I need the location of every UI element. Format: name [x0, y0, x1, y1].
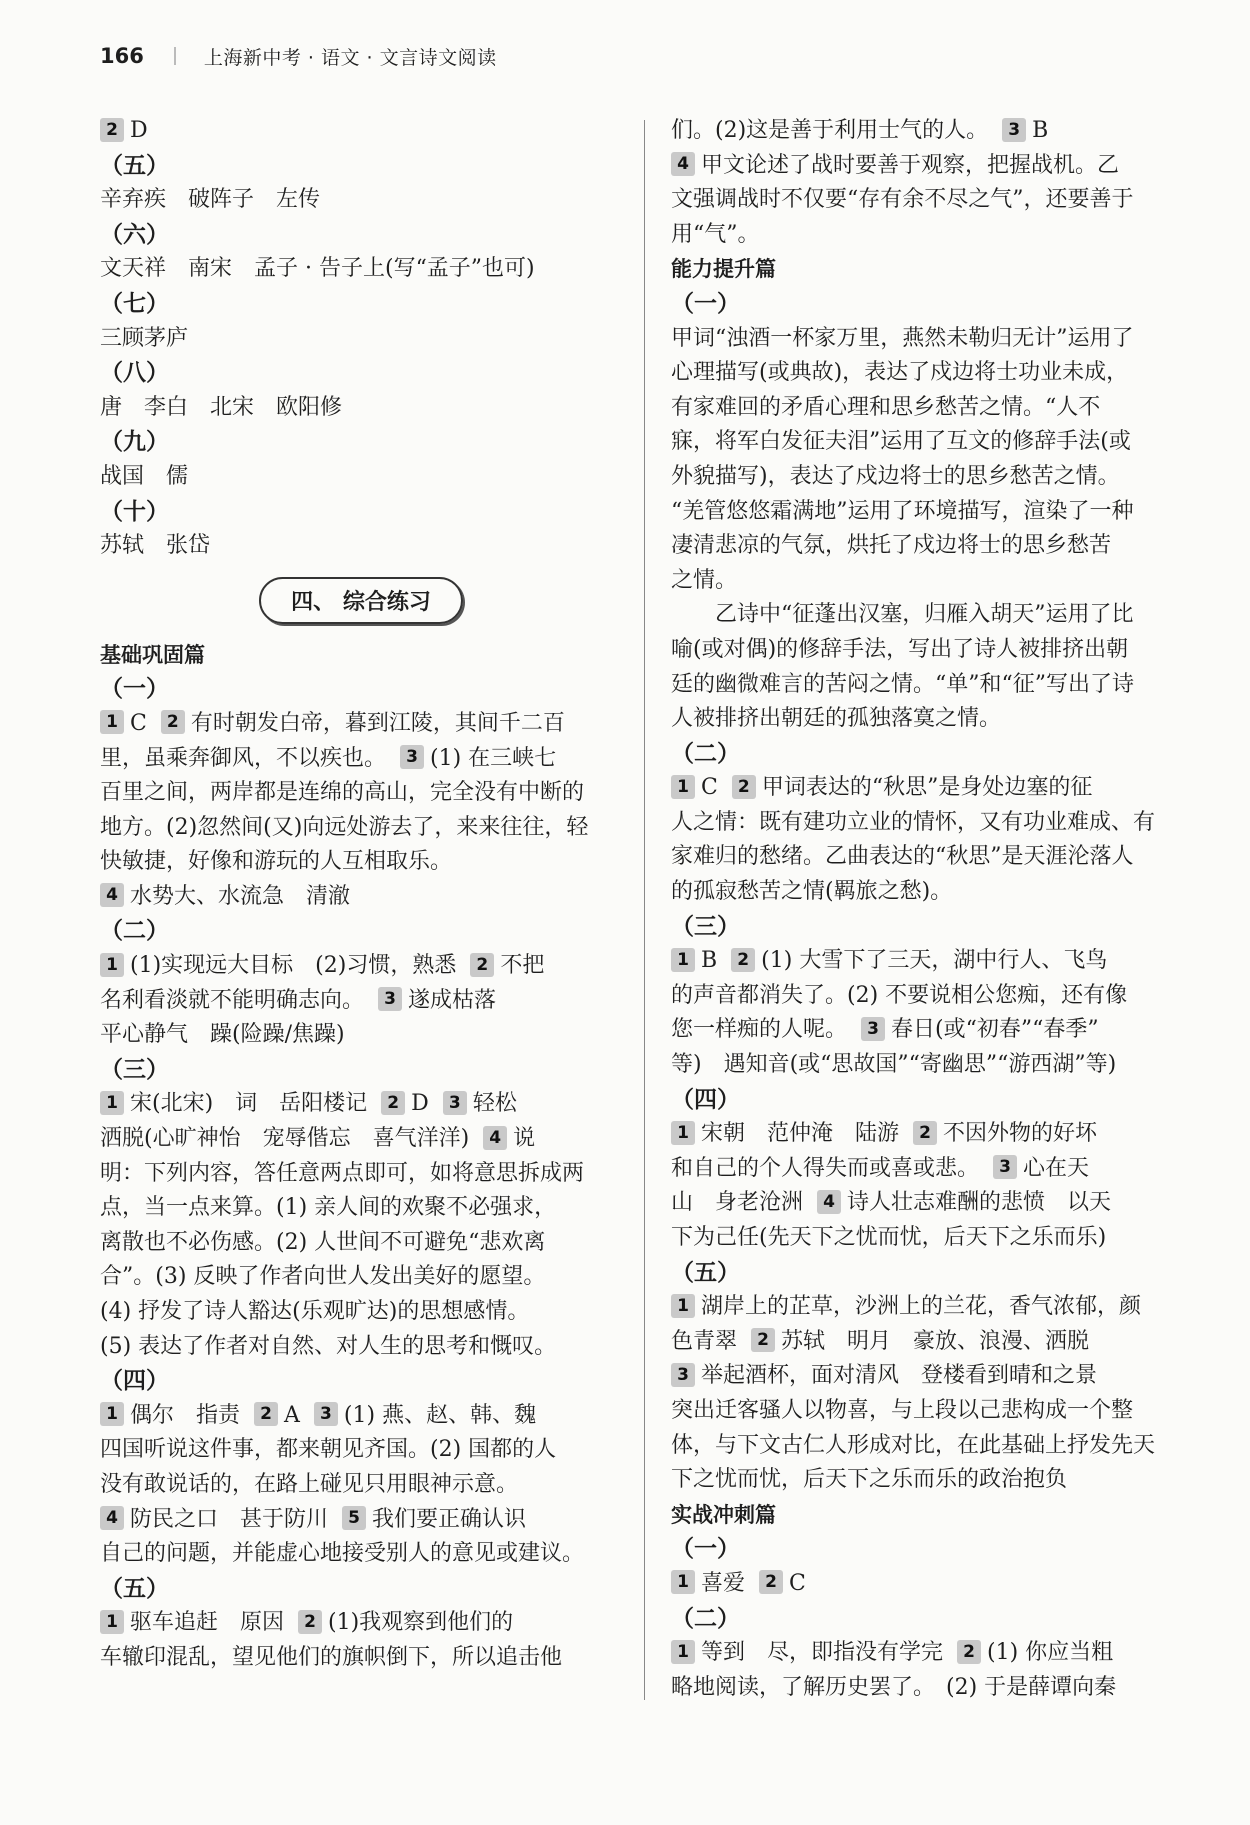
- question-number-badge: 4: [100, 883, 124, 907]
- answer-text: 宋(北宋) 词 岳阳楼记: [130, 1091, 368, 1117]
- answer-text: 洒脱(心旷神怡 宠辱偕忘 喜气洋洋): [100, 1126, 470, 1152]
- text-line: [671, 183, 1193, 218]
- question-number-badge: 2: [957, 1640, 981, 1664]
- subsection-heading: [100, 1053, 622, 1088]
- text-line: [100, 322, 622, 357]
- answer-text: 山 身老沧洲: [671, 1190, 804, 1216]
- text-line: [100, 183, 622, 218]
- text-line: [671, 771, 1193, 806]
- book-title: 上海新中考 · 语文 · 文言诗文阅读: [203, 46, 497, 69]
- text-line: [671, 425, 1193, 460]
- text-line: [100, 984, 622, 1019]
- question-number-badge: 2: [470, 953, 494, 977]
- question-number-badge: 1: [100, 1091, 124, 1115]
- section-heading: [100, 638, 622, 673]
- text-line: [100, 1503, 622, 1538]
- text-line: [671, 1221, 1193, 1256]
- answer-text: (1)我观察到他们的: [328, 1610, 514, 1636]
- question-number-badge: 3: [378, 987, 402, 1011]
- answer-text: （一）: [671, 1535, 740, 1563]
- text-line: [671, 1048, 1193, 1083]
- text-line: [100, 707, 622, 742]
- question-number-badge: 2: [732, 775, 756, 799]
- answer-text: 防民之口 甚于防川: [130, 1506, 329, 1532]
- right-column: [671, 114, 1193, 1705]
- text-line: [671, 944, 1193, 979]
- text-line: [671, 460, 1193, 495]
- text-line: [100, 1260, 622, 1295]
- text-line: [671, 495, 1193, 530]
- answer-text: 人被排挤出朝廷的孤独落寞之情。: [671, 706, 1002, 732]
- question-number-badge: 2: [759, 1570, 783, 1594]
- text-line: [671, 114, 1193, 149]
- subsection-heading: [100, 1364, 622, 1399]
- page-number: 166: [100, 44, 144, 68]
- answer-text: 遂成枯落: [408, 987, 497, 1013]
- subsection-heading: [100, 425, 622, 460]
- text-line: [100, 845, 622, 880]
- answer-text: 廷的幽微难言的苦闷之情。“单”和“征”写出了诗: [671, 671, 1134, 697]
- page-header: [100, 36, 497, 76]
- text-line: [671, 1429, 1193, 1464]
- text-line: [671, 1394, 1193, 1429]
- text-line: [100, 1641, 622, 1676]
- answer-text: （五）: [100, 1574, 169, 1602]
- answer-text: （二）: [100, 917, 169, 945]
- text-line: [100, 1226, 622, 1261]
- answer-text: 有家难回的矛盾心理和思乡愁苦之情。“人不: [671, 394, 1101, 420]
- answer-text: 湖岸上的芷草，沙洲上的兰花，香气浓郁，颜: [701, 1294, 1142, 1320]
- answer-text: （十）: [100, 497, 169, 525]
- question-number-badge: 1: [671, 775, 695, 799]
- question-number-badge: 1: [671, 1640, 695, 1664]
- answer-text: 点，当一点来算。(1) 亲人间的欢聚不必强求，: [100, 1195, 557, 1221]
- left-column: [100, 114, 622, 1676]
- answer-text: 甲词表达的“秋思”是身处边塞的征: [761, 775, 1093, 801]
- question-number-badge: 2: [298, 1610, 322, 1634]
- answer-text: 驱车追赶 原因: [130, 1610, 285, 1636]
- answer-text: （五）: [671, 1258, 740, 1286]
- subsection-heading: [671, 737, 1193, 772]
- text-line: [671, 391, 1193, 426]
- subsection-heading: [100, 356, 622, 391]
- answer-text: 三顾茅庐: [100, 325, 189, 351]
- answer-text: 心理描写(或典故)，表达了戍边将士功业未成，: [671, 360, 1129, 386]
- answer-text: （三）: [671, 912, 740, 940]
- header-separator: [174, 47, 176, 65]
- question-number-badge: 1: [100, 710, 124, 734]
- text-line: [671, 1152, 1193, 1187]
- answer-text: 家难归的愁绪。乙曲表达的“秋思”是天涯沦落人: [671, 844, 1134, 870]
- answer-text: 文强调战时不仅要“存有余不尽之气”，还要善于: [671, 187, 1134, 213]
- answer-text: 里，虽乘奔御风，不以疾也。: [100, 745, 387, 771]
- answer-text: （四）: [671, 1085, 740, 1113]
- answer-text: 自己的问题，并能虚心地接受别人的意见或建议。: [100, 1541, 585, 1567]
- subsection-heading: [671, 287, 1193, 322]
- answer-text: 下为己任(先天下之忧而忧，后天下之乐而乐): [671, 1225, 1107, 1250]
- answer-text: C: [701, 775, 718, 801]
- question-number-badge: 4: [817, 1190, 841, 1214]
- answer-text: 离散也不必伤感。(2) 人世间不可避免“悲欢离: [100, 1229, 546, 1255]
- question-number-badge: 1: [671, 1294, 695, 1318]
- answer-text: 没有敢说话的，在路上碰见只用眼神示意。: [100, 1471, 519, 1497]
- answer-text: 突出迁客骚人以物喜，与上段以己悲构成一个整: [671, 1397, 1134, 1423]
- text-line: [100, 1330, 622, 1365]
- question-number-badge: 3: [314, 1402, 338, 1426]
- answer-text: 体，与下文古仁人形成对比，在此基础上抒发先天: [671, 1432, 1156, 1458]
- answer-text: 基础巩固篇: [100, 642, 205, 667]
- text-line: [100, 811, 622, 846]
- answer-text: (1)实现远大目标 (2)习惯，熟悉: [130, 953, 457, 979]
- answer-text: 人之情：既有建功立业的情怀，又有功业难成、有: [671, 809, 1156, 835]
- text-line: [100, 1433, 622, 1468]
- answer-text: （四）: [100, 1367, 169, 1395]
- question-number-badge: 4: [483, 1126, 507, 1150]
- text-line: [671, 218, 1193, 253]
- text-line: [671, 564, 1193, 599]
- text-line: [671, 875, 1193, 910]
- text-line: [671, 1463, 1193, 1498]
- answer-text: 不把: [500, 953, 545, 979]
- question-number-badge: 2: [751, 1328, 775, 1352]
- question-number-badge: 3: [443, 1091, 467, 1115]
- answer-text: （一）: [100, 675, 169, 703]
- text-line: [671, 322, 1193, 357]
- answer-text: 喻(或对偶)的修辞手法，写出了诗人被排挤出朝: [671, 636, 1129, 662]
- text-line: [100, 1087, 622, 1122]
- text-line: [671, 1186, 1193, 1221]
- answer-text: 能力提升篇: [671, 257, 776, 282]
- answer-text: 色青翠: [671, 1328, 738, 1354]
- answer-text: 偶尔 指责: [130, 1402, 241, 1428]
- answer-text: 合”。(3) 反映了作者向世人发出美好的愿望。: [100, 1264, 546, 1290]
- text-line: [671, 356, 1193, 391]
- answer-text: （九）: [100, 428, 169, 456]
- text-line: [671, 668, 1193, 703]
- answer-text: D: [130, 118, 148, 143]
- text-line: [671, 702, 1193, 737]
- answer-text: (1) 你应当粗: [987, 1640, 1114, 1666]
- text-line: [671, 149, 1193, 184]
- answer-text: 百里之间，两岸都是连绵的高山，完全没有中断的: [100, 780, 585, 806]
- text-line: [671, 840, 1193, 875]
- text-line: [671, 1671, 1193, 1706]
- answer-text: 车辙印混乱，望见他们的旗帜倒下，所以追击他: [100, 1644, 563, 1670]
- answer-text: （一）: [671, 289, 740, 317]
- text-line: [100, 1606, 622, 1641]
- answer-text: (4) 抒发了诗人豁达(乐观旷达)的思想感情。: [100, 1299, 530, 1324]
- text-line: [671, 1013, 1193, 1048]
- column-divider: [644, 120, 645, 1700]
- answer-text: 外貌描写)，表达了戍边将士的思乡愁苦之情。: [671, 463, 1120, 489]
- answer-text: （三）: [100, 1055, 169, 1083]
- text-line: [671, 1359, 1193, 1394]
- question-number-badge: 1: [671, 1121, 695, 1145]
- answer-text: B: [1032, 118, 1049, 143]
- question-number-badge: 1: [100, 1402, 124, 1426]
- answer-text: 辛弃疾 破阵子 左传: [100, 187, 321, 213]
- answer-text: 的声音都消失了。(2) 不要说相公您痴，还有像: [671, 982, 1128, 1008]
- subsection-heading: [100, 287, 622, 322]
- answer-text: B: [701, 948, 718, 974]
- question-number-badge: 3: [400, 745, 424, 769]
- answer-text: 之情。: [671, 567, 738, 593]
- question-number-badge: 3: [671, 1363, 695, 1387]
- answer-text: 说: [513, 1126, 536, 1152]
- text-line: [100, 460, 622, 495]
- subsection-heading: [671, 1256, 1193, 1291]
- question-number-badge: 1: [671, 948, 695, 972]
- answer-text: 凄清悲凉的气氛，烘托了戍边将士的思乡愁苦: [671, 533, 1112, 559]
- text-line: [100, 529, 622, 564]
- answer-text: （六）: [100, 220, 169, 248]
- answer-text: C: [130, 710, 147, 736]
- answer-text: （二）: [671, 1604, 740, 1632]
- answer-text: 有时朝发白帝，暮到江陵，其间千二百: [190, 710, 565, 736]
- answer-text: 实战冲刺篇: [671, 1502, 776, 1527]
- question-number-badge: 1: [671, 1570, 695, 1594]
- subsection-heading: [100, 672, 622, 707]
- subsection-heading: [671, 1083, 1193, 1118]
- text-line: [671, 598, 1193, 633]
- answer-text: 地方。(2)忽然间(又)向远处游去了，来来往往，轻: [100, 814, 589, 840]
- question-number-badge: 2: [254, 1402, 278, 1426]
- text-line: [671, 1636, 1193, 1671]
- text-line: [100, 1537, 622, 1572]
- answer-text: 唐 李白 北宋 欧阳修: [100, 394, 343, 420]
- answer-text: 略地阅读，了解历史罢了。 (2) 于是薛谭向秦: [671, 1674, 1117, 1700]
- answer-text: 不因外物的好坏: [943, 1121, 1098, 1147]
- question-number-badge: 4: [671, 152, 695, 176]
- answer-text: 们。(2)这是善于利用士气的人。: [671, 118, 989, 143]
- text-line: [671, 529, 1193, 564]
- answer-text: 水势大、水流急 清澈: [130, 883, 351, 909]
- answer-text: 苏轼 张岱: [100, 533, 211, 559]
- answer-text: 喜爱: [701, 1570, 746, 1596]
- subsection-heading: [100, 914, 622, 949]
- answer-text: C: [789, 1570, 806, 1596]
- answer-text: 心在天: [1023, 1155, 1090, 1181]
- question-number-badge: 1: [100, 1610, 124, 1634]
- text-line: [671, 1325, 1193, 1360]
- answer-text: 甲词“浊酒一杯家万里，燕然未勒归无计”运用了: [671, 325, 1134, 351]
- answer-text: 苏轼 明月 豪放、浪漫、洒脱: [781, 1328, 1090, 1354]
- text-line: [100, 1468, 622, 1503]
- subsection-heading: [100, 1572, 622, 1607]
- section-title: 四、 综合练习: [259, 577, 463, 624]
- text-line: [100, 1399, 622, 1434]
- section-heading: [671, 252, 1193, 287]
- answer-text: （八）: [100, 359, 169, 387]
- question-number-badge: 2: [381, 1091, 405, 1115]
- answer-text: 四国听说这件事，都来朝见齐国。(2) 国都的人: [100, 1437, 557, 1463]
- answer-text: 甲文论述了战时要善于观察，把握战机。乙: [701, 152, 1120, 178]
- answer-text: “羌管悠悠霜满地”运用了环境描写，渲染了一种: [671, 498, 1134, 524]
- question-number-badge: 2: [731, 948, 755, 972]
- text-line: [671, 1290, 1193, 1325]
- subsection-heading: [671, 1532, 1193, 1567]
- text-line: [671, 1567, 1193, 1602]
- answer-text: 等到 尽，即指没有学完: [701, 1640, 944, 1666]
- answer-text: 举起酒杯，面对清风 登楼看到晴和之景: [701, 1363, 1098, 1389]
- answer-text: 平心静气 躁(险躁/焦躁): [100, 1022, 345, 1048]
- text-line: [100, 1191, 622, 1226]
- text-line: [671, 633, 1193, 668]
- subsection-heading: [671, 910, 1193, 945]
- answer-text: 等) 遇知音(或“思故国”“寄幽思”“游西湖”等): [671, 1052, 1117, 1078]
- answer-text: (1) 燕、赵、韩、魏: [343, 1402, 537, 1428]
- answer-text: (1) 在三峡七: [430, 745, 557, 771]
- answer-text: 下之忧而忧，后天下之乐而乐的政治抱负: [671, 1467, 1068, 1493]
- text-line: [100, 114, 622, 149]
- section-title-box: [100, 564, 622, 638]
- question-number-badge: 2: [100, 118, 124, 142]
- answer-text: 文天祥 南宋 孟子 · 告子上(写“孟子”也可): [100, 256, 535, 282]
- answer-text: 用“气”。: [671, 221, 760, 247]
- subsection-heading: [100, 495, 622, 530]
- text-line: [100, 1122, 622, 1157]
- text-line: [100, 1018, 622, 1053]
- question-number-badge: 3: [1002, 118, 1026, 142]
- question-number-badge: 2: [161, 710, 185, 734]
- subsection-heading: [100, 218, 622, 253]
- answer-text: 快敏捷，好像和游玩的人互相取乐。: [100, 849, 453, 875]
- question-number-badge: 2: [913, 1121, 937, 1145]
- answer-text: 的孤寂愁苦之情(羁旅之愁)。: [671, 879, 953, 905]
- text-line: [100, 391, 622, 426]
- answer-text: 轻松: [472, 1091, 517, 1117]
- text-line: [100, 776, 622, 811]
- answer-text: 和自己的个人得失而或喜或悲。: [671, 1155, 980, 1181]
- text-line: [100, 880, 622, 915]
- answer-text: （七）: [100, 289, 169, 317]
- answer-text: 名利看淡就不能明确志向。: [100, 987, 365, 1013]
- answer-text: 战国 儒: [100, 463, 189, 489]
- answer-text: (1) 大雪下了三天，湖中行人、飞鸟: [761, 948, 1108, 974]
- question-number-badge: 5: [342, 1506, 366, 1530]
- answer-text: A: [284, 1402, 300, 1428]
- answer-text: 宋朝 范仲淹 陆游: [701, 1121, 900, 1147]
- text-line: [100, 742, 622, 777]
- text-line: [671, 979, 1193, 1014]
- question-number-badge: 1: [100, 953, 124, 977]
- text-line: [100, 1157, 622, 1192]
- text-line: [100, 949, 622, 984]
- question-number-badge: 3: [993, 1155, 1017, 1179]
- answer-text: 我们要正确认识: [372, 1506, 527, 1532]
- answer-text: 春日(或“初春”“春季”: [891, 1017, 1099, 1043]
- answer-text: (5) 表达了作者对自然、对人生的思考和慨叹。: [100, 1333, 557, 1359]
- answer-text: 诗人壮志难酬的悲愤 以天: [847, 1190, 1112, 1216]
- text-line: [100, 1295, 622, 1330]
- text-line: [671, 1117, 1193, 1152]
- question-number-badge: 4: [100, 1506, 124, 1530]
- text-line: [100, 252, 622, 287]
- question-number-badge: 3: [861, 1017, 885, 1041]
- answer-text: 明：下列内容，答任意两点即可，如将意思拆成两: [100, 1160, 585, 1186]
- text-line: [671, 806, 1193, 841]
- answer-text: 乙诗中“征蓬出汉塞，归雁入胡天”运用了比: [715, 602, 1134, 628]
- answer-text: （五）: [100, 151, 169, 179]
- section-heading: [671, 1498, 1193, 1533]
- subsection-heading: [100, 149, 622, 184]
- answer-text: 您一样痴的人呢。: [671, 1017, 848, 1043]
- answer-text: 寐，将军白发征夫泪”运用了互文的修辞手法(或: [671, 429, 1131, 455]
- answer-text: （二）: [671, 739, 740, 767]
- answer-text: D: [411, 1091, 429, 1117]
- subsection-heading: [671, 1602, 1193, 1637]
